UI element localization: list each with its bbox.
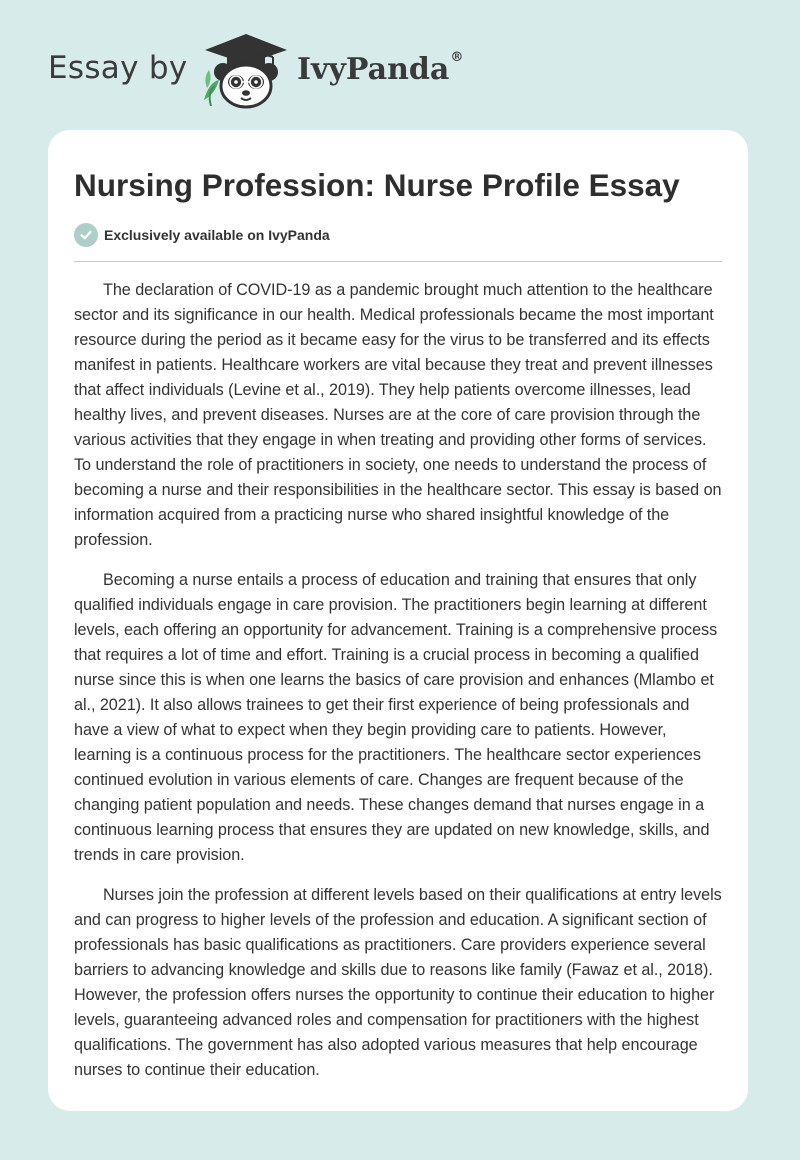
paragraph-2: Becoming a nurse entails a process of education and training that ensures that only qualified individuals engage in care provision. The practitioners begin learning at different levels, each offering an opportunity for advancement. Training is a comprehensive process that requires a lot of time and effort. Training is a crucial process in becoming a qualified nurse since this is when one learns the basics of care provision and enhances (Mlambo et al., 2021). It also allows trainees to get their first experience of being professionals and have a view of what to expect when they begin providing care to patients. However, learning is a continuous process for the practitioners. The healthcare sector experiences continued evolution in various elements of care. Changes are frequent because of the changing patient population and needs. These changes demand that nurses engage in a continuous learning process that ensures they are updated on new knowledge, skills, and trends in care provision. [74,571,718,864]
paragraph-1: The declaration of COVID-19 as a pandemic brought much attention to the healthcare sector and its significance in our health. Medical professionals became the most important resource during the period as it became easy for the virus to be transferred and its effects manifest in patients. Healthcare workers are vital because they treat and prevent illnesses that affect individuals (Levine et al., 2019). They help patients overcome illnesses, lead healthy lives, and prevent diseases. Nurses are at the core of care provision through the various activities that they engage in when treating and providing other forms of services. To understand the role of practitioners in society, one needs to understand the process of becoming a nurse and their responsibilities in the healthcare sector. This essay is based on information acquired from a practicing nurse who shared insightful knowledge of the profession. [74,281,722,549]
exclusive-badge [74,222,330,248]
paragraph-3: Nurses join the profession at different levels based on their qualifications at entry levels and can progress to higher levels of the profession and education. A significant section of professionals has basic qualifications as practitioners. Care providers experience several barriers to advancing knowledge and skills due to reasons like family (Fawaz et al., 2018). However, the profession offers nurses the opportunity to continue their education to higher levels, guaranteeing advanced roles and compensation for practitioners with the highest qualifications. The government has also adopted various measures that help encourage nurses to continue their education. [74,886,722,1079]
brand-name[interactable]: IvyPanda® [297,50,464,87]
registered-mark: ® [450,50,464,65]
divider [74,261,722,262]
panda-graduate-logo-icon[interactable] [201,30,291,110]
essay-body [74,278,724,1098]
brand-prefix: Essay by [48,50,188,86]
badge-text: Exclusively available on IvyPanda [104,227,330,243]
essay-card [48,130,748,1111]
site-header [0,0,800,130]
page-title: Nursing Profession: Nurse Profile Essay [74,167,680,203]
check-icon [74,223,98,247]
